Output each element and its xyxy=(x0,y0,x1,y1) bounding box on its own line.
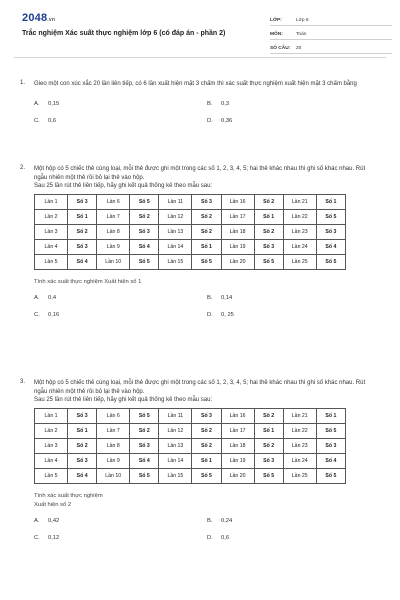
draw-result-cell: Số 2 xyxy=(68,438,97,453)
draw-number-cell: Lần 12 xyxy=(159,423,192,438)
draw-result-cell: Số 5 xyxy=(192,468,221,483)
draw-result-cell: Số 1 xyxy=(254,209,283,224)
draw-results-table xyxy=(34,194,346,270)
table-row xyxy=(35,239,346,254)
draw-result-cell: Số 4 xyxy=(316,453,345,468)
draw-result-cell: Số 5 xyxy=(130,468,159,483)
draw-result-cell: Số 4 xyxy=(68,254,97,269)
table-row xyxy=(35,224,346,239)
draw-result-cell: Số 5 xyxy=(316,254,345,269)
option-b[interactable]: B. 0,3 xyxy=(207,100,230,107)
draw-number-cell: Lần 6 xyxy=(97,194,130,209)
question-number: 2. xyxy=(20,165,26,171)
draw-result-cell: Số 3 xyxy=(316,438,345,453)
draw-number-cell: Lần 18 xyxy=(221,224,254,239)
draw-number-cell: Lần 17 xyxy=(221,209,254,224)
draw-result-cell: Số 5 xyxy=(254,254,283,269)
option-d[interactable]: D. 0, 25 xyxy=(207,311,234,318)
draw-number-cell: Lần 23 xyxy=(283,224,316,239)
option-a[interactable]: A. 0,15 xyxy=(34,100,60,107)
answer-options xyxy=(34,295,380,329)
logo-suffix: .vn xyxy=(47,17,56,23)
draw-result-cell: Số 5 xyxy=(130,408,159,423)
question-prompt: Tính xác suất thực nghiệm Xuất hiện số 1 xyxy=(34,278,142,285)
meta-label: SỐ CÂU: xyxy=(270,46,291,51)
table-row xyxy=(35,194,346,209)
draw-result-cell: Số 1 xyxy=(316,408,345,423)
meta-row-class xyxy=(270,12,392,26)
draw-number-cell: Lần 14 xyxy=(159,453,192,468)
draw-result-cell: Số 3 xyxy=(130,438,159,453)
draw-number-cell: Lần 6 xyxy=(97,408,130,423)
draw-number-cell: Lần 21 xyxy=(283,194,316,209)
table-intro: Sau 25 lần rút thẻ liên tiếp, hãy ghi kết quả thống kê theo mẫu sau: xyxy=(34,183,213,189)
draw-result-cell: Số 3 xyxy=(68,194,97,209)
question-prompt: Tính xác suất thực nghiệm xyxy=(34,492,103,499)
question-number: 3. xyxy=(20,379,26,385)
draw-result-cell: Số 5 xyxy=(192,254,221,269)
draw-result-cell: Số 3 xyxy=(192,408,221,423)
table-row xyxy=(35,453,346,468)
draw-result-cell: Số 4 xyxy=(130,239,159,254)
draw-number-cell: Lần 15 xyxy=(159,468,192,483)
draw-result-cell: Số 3 xyxy=(130,224,159,239)
meta-value: Toán xyxy=(296,32,307,37)
draw-result-cell: Số 3 xyxy=(316,224,345,239)
draw-number-cell: Lần 7 xyxy=(97,209,130,224)
draw-result-cell: Số 3 xyxy=(68,239,97,254)
draw-number-cell: Lần 1 xyxy=(35,194,68,209)
meta-value: Lớp 6 xyxy=(296,18,309,23)
draw-result-cell: Số 2 xyxy=(254,438,283,453)
document-title: Trắc nghiệm Xác suất thực nghiệm lớp 6 (có đáp án - phần 2) xyxy=(22,30,226,37)
draw-number-cell: Lần 25 xyxy=(283,468,316,483)
draw-result-cell: Số 2 xyxy=(192,423,221,438)
draw-number-cell: Lần 8 xyxy=(97,224,130,239)
draw-number-cell: Lần 9 xyxy=(97,239,130,254)
table-intro: Sau 25 lần rút thẻ liên tiếp, hãy ghi kết quả thống kê theo mẫu sau: xyxy=(34,397,213,403)
draw-result-cell: Số 5 xyxy=(254,468,283,483)
draw-result-cell: Số 1 xyxy=(68,209,97,224)
question-2 xyxy=(20,165,380,329)
draw-number-cell: Lần 25 xyxy=(283,254,316,269)
draw-number-cell: Lần 10 xyxy=(97,468,130,483)
draw-result-cell: Số 2 xyxy=(254,408,283,423)
draw-number-cell: Lần 15 xyxy=(159,254,192,269)
draw-number-cell: Lần 21 xyxy=(283,408,316,423)
draw-number-cell: Lần 5 xyxy=(35,468,68,483)
draw-result-cell: Số 5 xyxy=(316,209,345,224)
answer-options xyxy=(34,518,380,552)
draw-results-table xyxy=(34,408,346,484)
draw-result-cell: Số 2 xyxy=(192,224,221,239)
draw-number-cell: Lần 16 xyxy=(221,194,254,209)
draw-result-cell: Số 5 xyxy=(316,468,345,483)
draw-result-cell: Số 4 xyxy=(130,453,159,468)
draw-result-cell: Số 2 xyxy=(192,209,221,224)
draw-result-cell: Số 5 xyxy=(130,194,159,209)
draw-result-cell: Số 3 xyxy=(192,194,221,209)
draw-number-cell: Lần 18 xyxy=(221,438,254,453)
draw-result-cell: Số 4 xyxy=(316,239,345,254)
meta-label: MÔN: xyxy=(270,32,283,37)
draw-result-cell: Số 5 xyxy=(130,254,159,269)
draw-number-cell: Lần 11 xyxy=(159,408,192,423)
question-text: Gieo một con xúc xắc 20 lần liên tiếp, có 6 lần xuất hiện mặt 3 chấm thì xác suất thực nghiệm xuất hiện mặt 3 chấm bằng xyxy=(34,81,357,87)
question-prompt: Xuất hiện số 2 xyxy=(34,501,72,508)
draw-number-cell: Lần 17 xyxy=(221,423,254,438)
draw-number-cell: Lần 10 xyxy=(97,254,130,269)
draw-result-cell: Số 1 xyxy=(68,423,97,438)
table-row xyxy=(35,468,346,483)
draw-number-cell: Lần 24 xyxy=(283,239,316,254)
draw-number-cell: Lần 4 xyxy=(35,453,68,468)
document-header xyxy=(14,0,386,58)
question-text: Một hộp có 5 chiếc thẻ cùng loại, mỗi thẻ được ghi một trong các số 1, 2, 3, 4, 5; hai thẻ khác nhau thì ghi số khác nhau. Rút ngẫu nhiên một thẻ rồi bỏ lại thẻ vào hộp. xyxy=(34,380,366,395)
draw-number-cell: Lần 3 xyxy=(35,438,68,453)
draw-result-cell: Số 3 xyxy=(254,453,283,468)
option-d[interactable]: D. 0,6 xyxy=(207,534,230,541)
option-d[interactable]: D. 0,36 xyxy=(207,117,233,124)
option-c[interactable]: C. 0,12 xyxy=(34,534,60,541)
draw-result-cell: Số 3 xyxy=(68,408,97,423)
draw-result-cell: Số 2 xyxy=(130,209,159,224)
draw-result-cell: Số 4 xyxy=(68,468,97,483)
draw-number-cell: Lần 13 xyxy=(159,438,192,453)
draw-result-cell: Số 1 xyxy=(192,239,221,254)
table-row xyxy=(35,254,346,269)
option-b[interactable]: B. 0,24 xyxy=(207,517,233,524)
site-logo[interactable] xyxy=(22,12,55,24)
option-b[interactable]: B. 0,14 xyxy=(207,294,233,301)
draw-number-cell: Lần 7 xyxy=(97,423,130,438)
draw-result-cell: Số 2 xyxy=(68,224,97,239)
meta-label: LỚP: xyxy=(270,18,282,23)
draw-number-cell: Lần 2 xyxy=(35,423,68,438)
draw-number-cell: Lần 3 xyxy=(35,224,68,239)
table-row xyxy=(35,209,346,224)
draw-number-cell: Lần 22 xyxy=(283,209,316,224)
logo-main: 2048 xyxy=(22,12,48,24)
draw-result-cell: Số 1 xyxy=(192,453,221,468)
draw-number-cell: Lần 2 xyxy=(35,209,68,224)
draw-result-cell: Số 3 xyxy=(68,453,97,468)
draw-number-cell: Lần 11 xyxy=(159,194,192,209)
document-meta xyxy=(270,12,392,54)
meta-row-subject xyxy=(270,26,392,40)
draw-number-cell: Lần 24 xyxy=(283,453,316,468)
draw-number-cell: Lần 13 xyxy=(159,224,192,239)
draw-result-cell: Số 2 xyxy=(130,423,159,438)
draw-number-cell: Lần 22 xyxy=(283,423,316,438)
draw-number-cell: Lần 9 xyxy=(97,453,130,468)
draw-number-cell: Lần 8 xyxy=(97,438,130,453)
table-row xyxy=(35,408,346,423)
draw-result-cell: Số 5 xyxy=(316,423,345,438)
table-row xyxy=(35,423,346,438)
question-1 xyxy=(20,80,380,135)
draw-result-cell: Số 1 xyxy=(316,194,345,209)
draw-result-cell: Số 1 xyxy=(254,423,283,438)
option-a[interactable]: A. 0,4 xyxy=(34,294,57,301)
answer-options xyxy=(34,101,380,135)
meta-value: 20 xyxy=(296,46,302,51)
draw-number-cell: Lần 19 xyxy=(221,453,254,468)
draw-number-cell: Lần 4 xyxy=(35,239,68,254)
draw-number-cell: Lần 20 xyxy=(221,254,254,269)
question-text: Một hộp có 5 chiếc thẻ cùng loại, mỗi thẻ được ghi một trong các số 1, 2, 3, 4, 5; hai thẻ khác nhau thì ghi số khác nhau. Rút ngẫu nhiên một thẻ rồi bỏ lại thẻ vào hộp. xyxy=(34,166,366,181)
draw-result-cell: Số 2 xyxy=(254,194,283,209)
option-a[interactable]: A. 0,42 xyxy=(34,517,60,524)
draw-number-cell: Lần 16 xyxy=(221,408,254,423)
option-c[interactable]: C. 0,6 xyxy=(34,117,57,124)
draw-number-cell: Lần 14 xyxy=(159,239,192,254)
draw-result-cell: Số 3 xyxy=(254,239,283,254)
draw-number-cell: Lần 12 xyxy=(159,209,192,224)
draw-result-cell: Số 2 xyxy=(192,438,221,453)
table-row xyxy=(35,438,346,453)
question-3 xyxy=(20,379,380,552)
draw-number-cell: Lần 5 xyxy=(35,254,68,269)
option-c[interactable]: C. 0,16 xyxy=(34,311,60,318)
meta-row-question-count xyxy=(270,40,392,54)
question-number: 1. xyxy=(20,80,26,86)
draw-number-cell: Lần 19 xyxy=(221,239,254,254)
draw-number-cell: Lần 20 xyxy=(221,468,254,483)
draw-result-cell: Số 2 xyxy=(254,224,283,239)
draw-number-cell: Lần 23 xyxy=(283,438,316,453)
draw-number-cell: Lần 1 xyxy=(35,408,68,423)
